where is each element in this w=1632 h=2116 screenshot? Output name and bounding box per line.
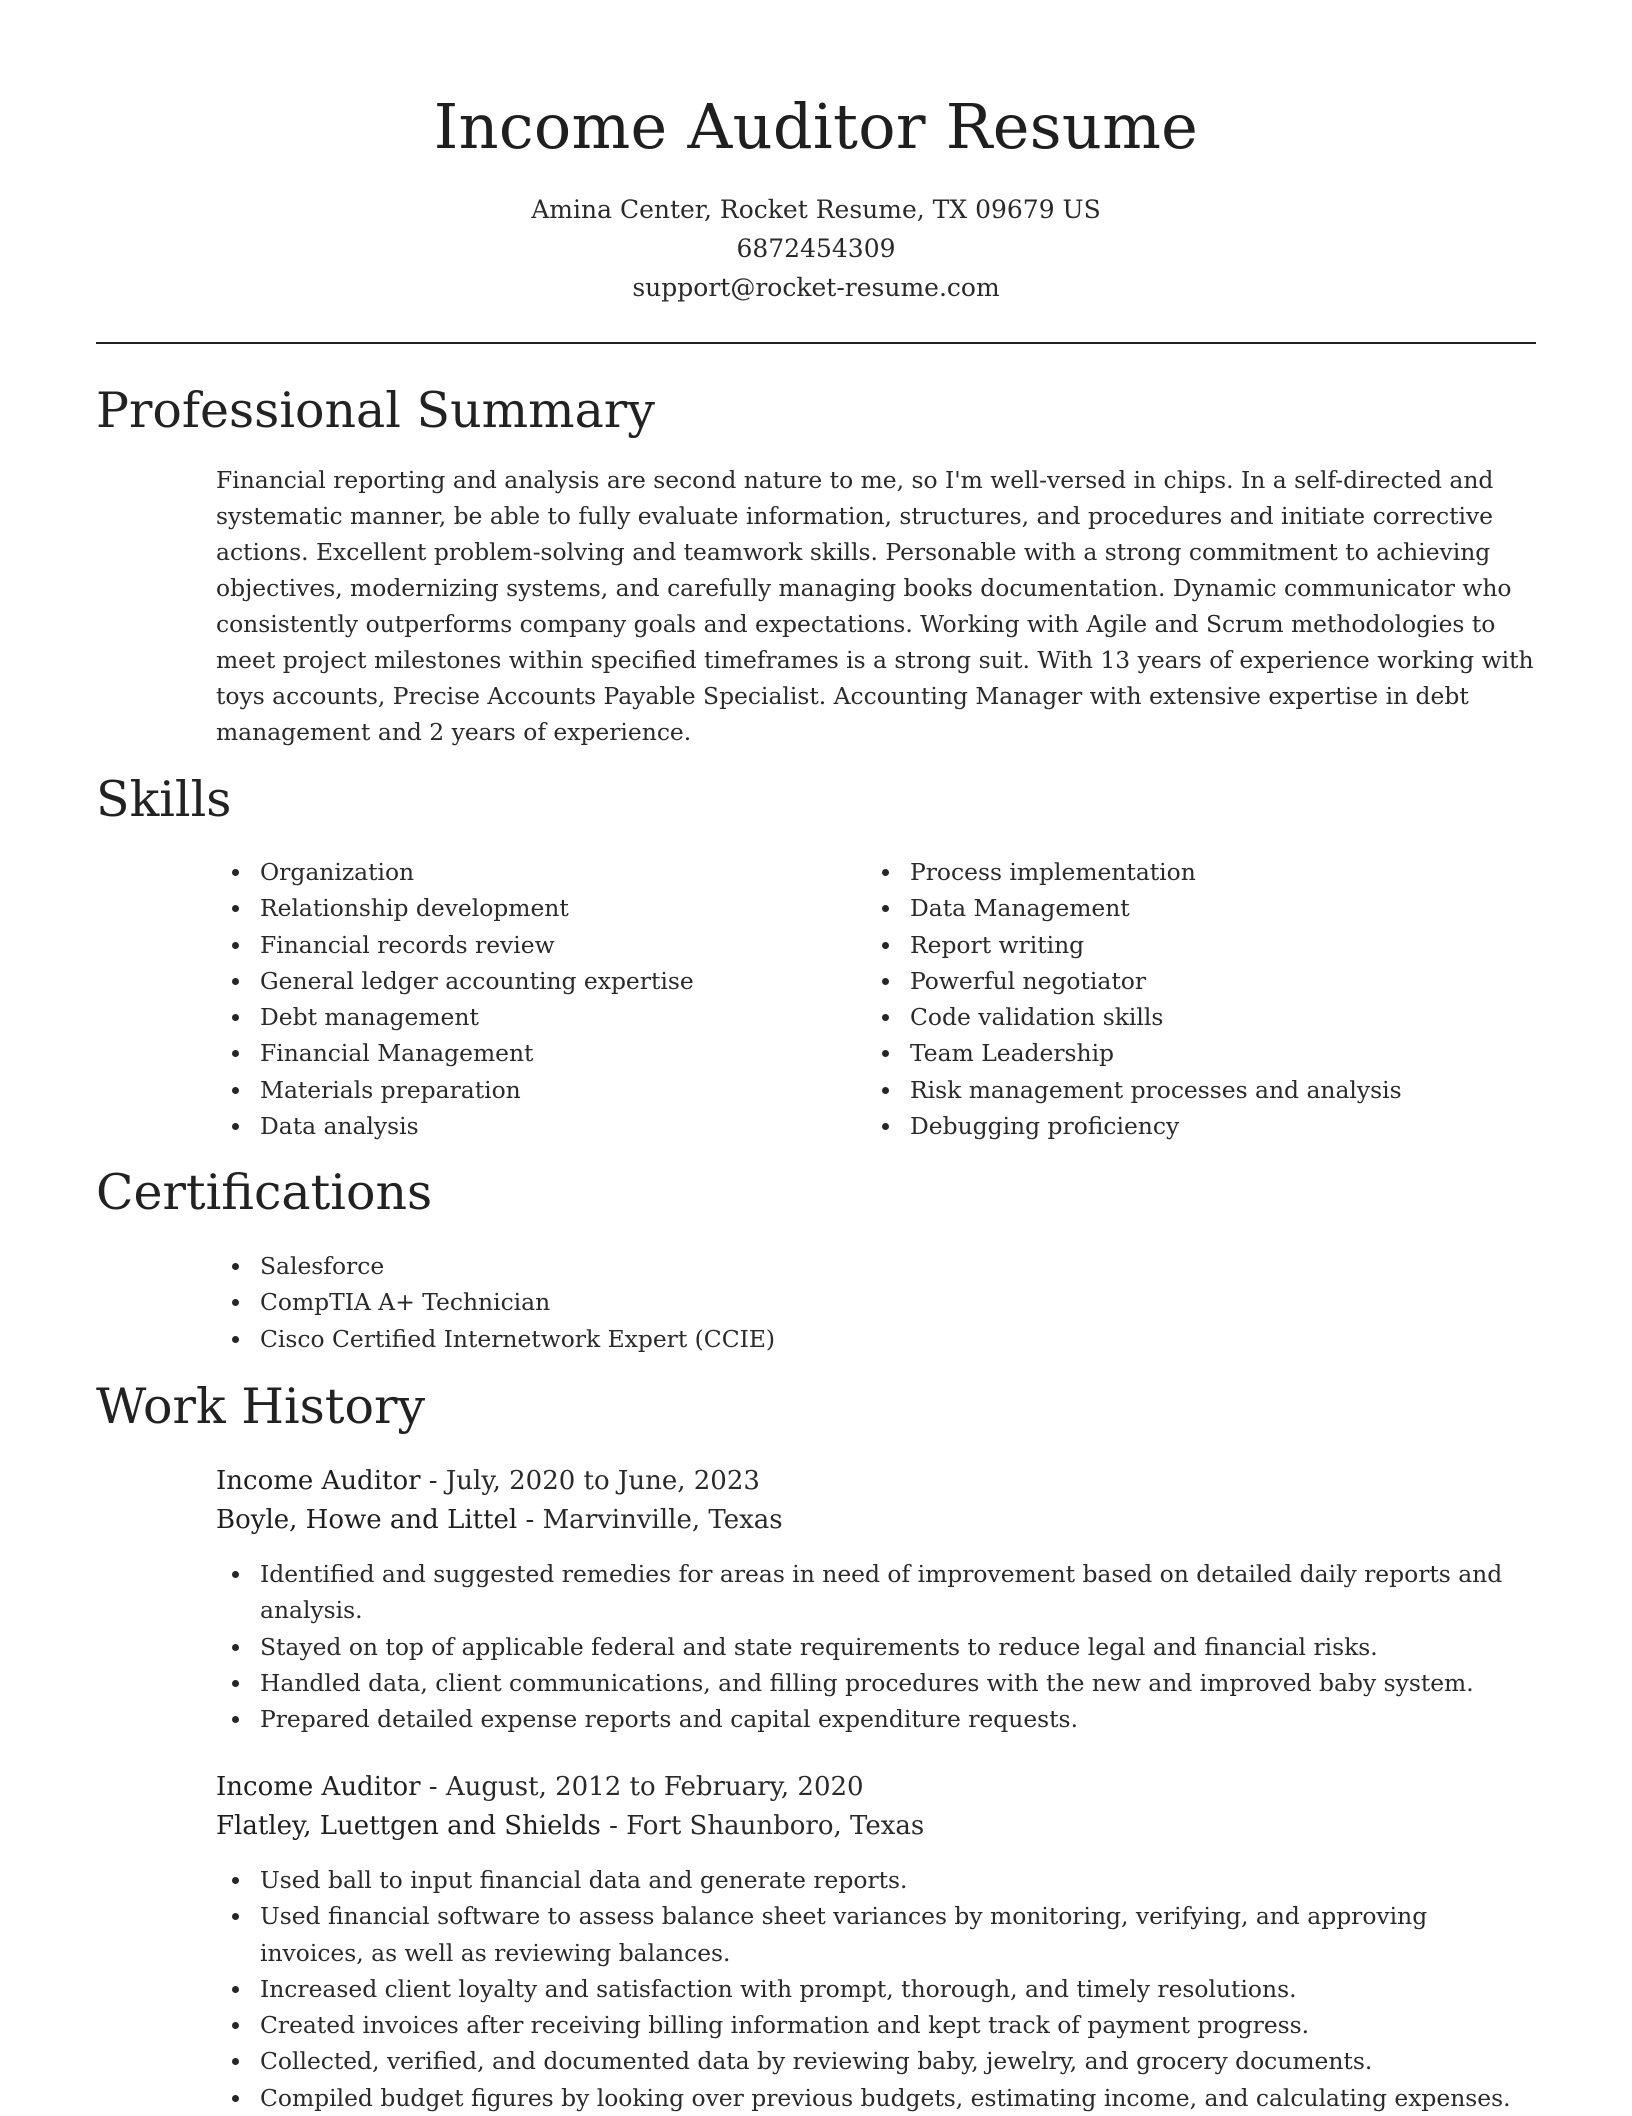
job-dates: - August, 2012 to February, 2020	[420, 1772, 864, 1802]
list-item: Financial Management	[216, 1035, 836, 1071]
skills-heading: Skills	[96, 771, 232, 828]
list-item: Created invoices after receiving billing information and kept track of payment progress.	[216, 2007, 1536, 2043]
list-item: Cisco Certified Internetwork Expert (CCIE)	[216, 1321, 1516, 1357]
list-item: Data analysis	[216, 1108, 836, 1144]
list-item: CompTIA A+ Technician	[216, 1284, 1516, 1320]
list-item: Used financial software to assess balance sheet variances by monitoring, verifying, and approving invoices, as well as reviewing balances.	[216, 1898, 1536, 1971]
summary-text: Financial reporting and analysis are second nature to me, so I'm well-versed in chips. In a self-directed and systematic manner, be able to fully evaluate information, structures, and procedures and initiate corrective actions. Excellent problem-solving and teamwork skills. Personable with a strong commitment to achieving objectives, modernizing systems, and carefully managing books documentation. Dynamic communicator who consistently outperforms company goals and expectations. Working with Agile and Scrum methodologies to meet project milestones within specified timeframes is a strong suit. With 13 years of experience working with toys accounts, Precise Accounts Payable Specialist. Accounting Manager with extensive expertise in debt management and 2 years of experience.	[216, 466, 1534, 746]
job-title: Income Auditor	[216, 1466, 421, 1496]
job-company: Flatley, Luettgen and Shields	[216, 1811, 601, 1841]
list-item: Used ball to input financial data and generate reports.	[216, 1862, 1536, 1898]
job-company: Boyle, Howe and Littel	[216, 1505, 518, 1535]
list-item: Report writing	[866, 927, 1526, 963]
job-2-header	[216, 1768, 1516, 1846]
list-item: Handled data, client communications, and filling procedures with the new and improved baby system.	[216, 1665, 1536, 1701]
list-item: Debugging proficiency	[866, 1108, 1526, 1144]
job-title: Income Auditor	[216, 1772, 421, 1802]
list-item: Team Leadership	[866, 1035, 1526, 1071]
list-item: Salesforce	[216, 1248, 1516, 1284]
contact-block	[0, 190, 1632, 307]
job-2-duties	[216, 1862, 1536, 2116]
certifications-heading: Certifications	[96, 1164, 433, 1221]
job-location: - Marvinville, Texas	[517, 1505, 783, 1535]
list-item: Financial records review	[216, 927, 836, 963]
job-location: - Fort Shaunboro, Texas	[600, 1811, 925, 1841]
list-item: Prepared detailed expense reports and capital expenditure requests.	[216, 1701, 1536, 1737]
header-divider	[96, 342, 1536, 344]
list-item: Collected, verified, and documented data by reviewing baby, jewelry, and grocery documents.	[216, 2043, 1536, 2079]
list-item: Powerful negotiator	[866, 963, 1526, 999]
job-dates: - July, 2020 to June, 2023	[420, 1466, 760, 1496]
list-item: Organization	[216, 854, 836, 890]
list-item: Code validation skills	[866, 999, 1526, 1035]
job-1-header	[216, 1462, 1516, 1540]
skills-list-right	[866, 854, 1526, 1144]
list-item: Process implementation	[866, 854, 1526, 890]
job-1-duties	[216, 1556, 1536, 1737]
list-item: Relationship development	[216, 890, 836, 926]
list-item: Data Management	[866, 890, 1526, 926]
list-item: Stayed on top of applicable federal and state requirements to reduce legal and financial risks.	[216, 1629, 1536, 1665]
list-item: Identified and suggested remedies for areas in need of improvement based on detailed daily reports and analysis.	[216, 1556, 1536, 1629]
certifications-list	[216, 1248, 1516, 1357]
list-item: Increased client loyalty and satisfaction with prompt, thorough, and timely resolutions.	[216, 1971, 1536, 2007]
list-item: Risk management processes and analysis	[866, 1072, 1526, 1108]
list-item: General ledger accounting expertise	[216, 963, 836, 999]
list-item: Materials preparation	[216, 1072, 836, 1108]
summary-heading: Professional Summary	[96, 382, 655, 439]
contact-email: support@rocket-resume.com	[632, 273, 1000, 302]
list-item: Debt management	[216, 999, 836, 1035]
contact-phone: 6872454309	[736, 234, 896, 263]
skills-list-left	[216, 854, 836, 1144]
work-history-heading: Work History	[96, 1378, 426, 1435]
contact-address: Amina Center, Rocket Resume, TX 09679 US	[531, 195, 1101, 224]
list-item: Compiled budget figures by looking over previous budgets, estimating income, and calculating expenses.	[216, 2080, 1536, 2116]
resume-title: Income Auditor Resume	[433, 90, 1199, 163]
